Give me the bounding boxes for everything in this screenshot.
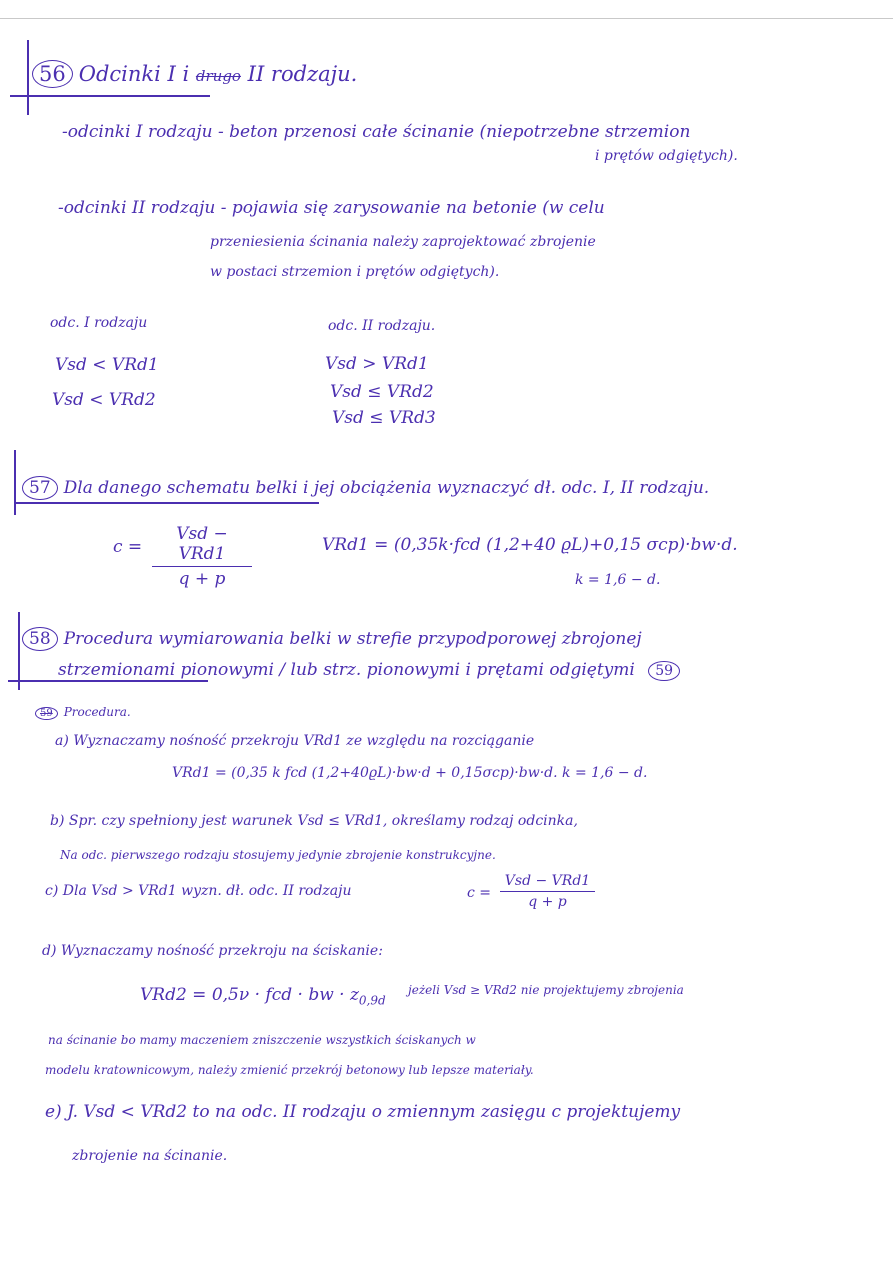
title-56-part-a: Odcinki I i [78, 62, 190, 86]
underline-56 [10, 95, 210, 97]
step-b-line-2: Na odc. pierwszego rodzaju stosujemy jedynie zbrojenie konstrukcyjne. [60, 848, 496, 862]
fraction-bar-58 [500, 891, 595, 892]
c-label-57: c = [113, 537, 143, 557]
step-a-formula: VRd1 = (0,35 k fcd (1,2+40ϱL)·bw·d + 0,15σcp)·bw·d. k = 1,6 − d. [172, 765, 648, 781]
section-58-title-line-1 [22, 627, 642, 651]
section-59-ref: 59 [648, 661, 680, 681]
procedure-label [35, 705, 131, 720]
fraction-bar-57 [152, 566, 252, 567]
margin-line-57 [14, 450, 16, 515]
c-denominator-58: q + p [528, 894, 567, 910]
procedure-text: Procedura. [63, 705, 131, 719]
vrd2-z-subscript: 0,9d [358, 993, 386, 1008]
s56-line-3: przeniesienia ścinania należy zaprojektować zbrojenie [210, 234, 596, 250]
vrd1-formula-57: VRd1 = (0,35k·fcd (1,2+40 ϱL)+0,15 σcp)·bw·d. [322, 535, 738, 555]
s56-line-1b: i prętów odgiętych). [595, 148, 738, 164]
margin-line-58 [18, 612, 20, 690]
right-condition-1: Vsd > VRd1 [325, 354, 429, 374]
procedure-59-struck: 59 [35, 707, 58, 720]
section-58-number: 58 [22, 627, 58, 651]
c-numerator-57: Vsd − VRd1 [176, 524, 228, 564]
vrd2-formula-text: VRd2 = 0,5ν · fcd · bw · z [140, 985, 359, 1005]
section-57-number: 57 [22, 476, 58, 500]
c-fraction-57 [152, 524, 252, 589]
c-label-58: c = [467, 885, 492, 901]
section-56-title [32, 60, 357, 88]
step-e-line-2: zbrojenie na ścinanie. [72, 1148, 228, 1164]
step-c-line: c) Dla Vsd > VRd1 wyzn. dł. odc. II rodzaju [45, 883, 352, 899]
step-e-line-1: e) J. Vsd < VRd2 to na odc. II rodzaju o zmiennym zasięgu c projektujemy [45, 1102, 681, 1122]
s56-line-4: w postaci strzemion i prętów odgiętych). [210, 264, 500, 280]
step-d-line-3: jeżeli Vsd ≥ VRd2 nie projektujemy zbrojenia [408, 983, 684, 997]
right-condition-2: Vsd ≤ VRd2 [330, 382, 434, 402]
c-fraction-58 [500, 873, 595, 910]
step-d-line-4: na ścinanie bo mamy maczeniem zniszczenie wszystkich ściskanych w [48, 1033, 476, 1047]
top-rule [0, 18, 893, 19]
underline-57 [14, 502, 319, 504]
step-d-line-1: d) Wyznaczamy nośność przekroju na ściskanie: [42, 943, 383, 959]
step-d-line-5: modelu kratownicowym, należy zmienić przekrój betonowy lub lepsze materiały. [45, 1063, 534, 1077]
title-56-part-b: II rodzaju. [247, 62, 358, 86]
right-condition-3: Vsd ≤ VRd3 [332, 408, 436, 428]
title-56-struck: drugo [195, 67, 241, 85]
section-57-title [22, 476, 709, 500]
s56-line-2: -odcinki II rodzaju - pojawia się zarysowanie na betonie (w celu [58, 198, 605, 218]
step-a-line-1: a) Wyznaczamy nośność przekroju VRd1 ze względu na rozciąganie [55, 733, 535, 749]
vrd2-formula [140, 985, 386, 1007]
left-condition-2: Vsd < VRd2 [52, 390, 156, 410]
c-numerator-58: Vsd − VRd1 [504, 873, 591, 889]
title-58-text-1: Procedura wymiarowania belki w strefie przypodporowej zbrojonej [63, 629, 642, 649]
left-column-heading: odc. I rodzaju [50, 315, 148, 331]
step-b-line-1: b) Spr. czy spełniony jest warunek Vsd ≤ VRd1, określamy rodzaj odcinka, [50, 813, 578, 829]
left-condition-1: Vsd < VRd1 [55, 355, 159, 375]
section-56-number: 56 [32, 60, 73, 88]
k-formula-57: k = 1,6 − d. [575, 572, 661, 588]
title-58-text-2: strzemionami pionowymi / lub strz. pionowymi i prętami odgiętymi [58, 660, 635, 680]
s56-line-1: -odcinki I rodzaju - beton przenosi całe ścinanie (niepotrzebne strzemion [62, 122, 691, 142]
section-58-title-line-2 [58, 660, 686, 681]
title-57-text: Dla danego schematu belki i jej obciążenia wyznaczyć dł. odc. I, II rodzaju. [63, 478, 710, 498]
margin-line-56 [27, 40, 29, 115]
right-column-heading: odc. II rodzaju. [328, 318, 436, 334]
c-denominator-57: q + p [178, 569, 226, 589]
